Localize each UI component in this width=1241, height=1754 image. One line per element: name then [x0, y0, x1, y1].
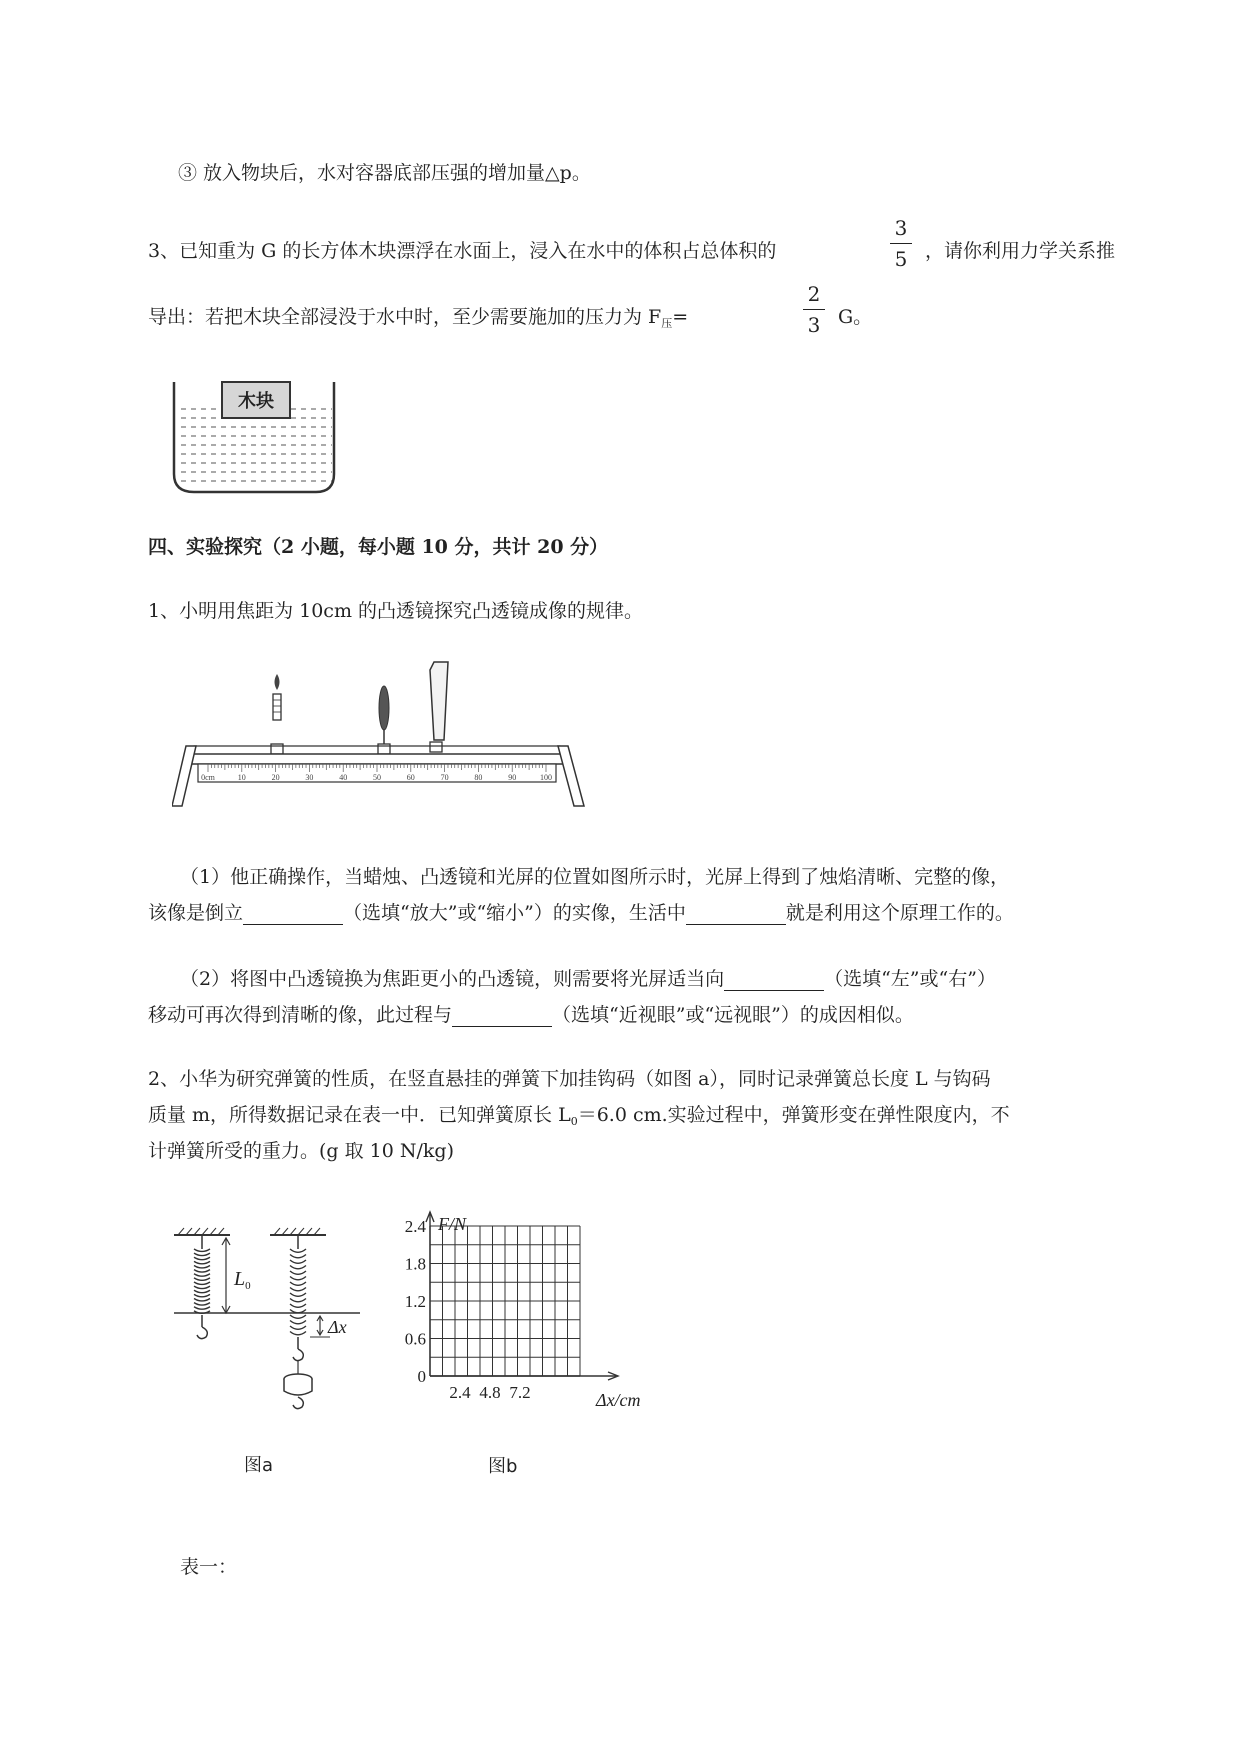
exp1-p2-line1-b: （选填“左”或“右”）: [824, 968, 996, 990]
y-tick-label: 2.4: [404, 1217, 426, 1236]
optical-bench-figure: [172, 650, 592, 810]
figure-b-caption: 图b: [488, 1456, 518, 1477]
L0-sub: 0: [245, 1280, 251, 1292]
L0-subscript: 0: [570, 1115, 578, 1128]
answer-blank-1[interactable]: [243, 906, 343, 925]
exp2-line2-b: ＝6.0 cm.实验过程中，弹簧形变在弹性限度内，不: [577, 1104, 1010, 1126]
q3-line2-a: 导出：若把木块全部浸没于水中时，至少需要施加的压力为 F: [148, 306, 662, 328]
figure-a-caption: 图a: [244, 1455, 274, 1476]
x-axis-label: Δx/cm: [596, 1390, 641, 1410]
ruler-tick-label: 40: [339, 773, 348, 782]
exp1-p1-line2-b: （选填“放大”或“缩小”）的实像，生活中: [343, 902, 686, 924]
exp1-p2-line1-a: （2）将图中凸透镜换为焦距更小的凸透镜，则需要将光屏适当向: [180, 968, 725, 990]
exp2-line1: 2、小华为研究弹簧的性质，在竖直悬挂的弹簧下加挂钩码（如图 a），同时记录弹簧总长度 L 与钩码: [148, 1068, 991, 1090]
answer-blank-4[interactable]: [452, 1008, 552, 1027]
answer-blank-3[interactable]: [724, 972, 824, 991]
fraction-denominator: 3: [807, 313, 821, 337]
table-label: 表一：: [180, 1556, 238, 1578]
section-title: 四、实验探究（2 小题，每小题 10 分，共计 20 分）: [148, 536, 609, 558]
ruler-tick-label: 100: [540, 773, 552, 782]
exp1-p2-line2: [148, 1000, 914, 1027]
ruler-tick-label: 0cm: [201, 773, 215, 782]
ruler-tick-label: 90: [508, 773, 517, 782]
fraction-denominator: 5: [894, 247, 908, 271]
y-tick-label: 1.2: [404, 1292, 426, 1311]
q3-line2-b: G。: [838, 306, 873, 328]
ruler-tick-label: 80: [474, 773, 483, 782]
question-item-3: ③ 放入物块后，水对容器底部压强的增加量△p。: [178, 162, 591, 184]
exp2-line3: 计弹簧所受的重力。(g 取 10 N/kg): [148, 1140, 454, 1162]
ruler-tick-label: 10: [237, 773, 246, 782]
ruler-tick-label: 20: [271, 773, 280, 782]
exp1-p2-line2-a: 移动可再次得到清晰的像，此过程与: [148, 1004, 453, 1026]
exp1-p1-line2-c: 就是利用这个原理工作的。: [785, 902, 1014, 924]
container-figure: [170, 378, 340, 496]
exp1-p1-line2-a: 该像是倒立: [148, 902, 244, 924]
fraction-2-3: [803, 282, 825, 337]
dx-label: Δx: [328, 1317, 347, 1337]
ruler-tick-label: 50: [373, 773, 381, 782]
y-tick-label: 1.8: [404, 1254, 426, 1274]
force-subscript: 压: [661, 317, 673, 330]
fraction-numerator: 3: [894, 216, 908, 240]
x-tick-label: 2.4: [449, 1383, 471, 1402]
q3-line2: [148, 302, 688, 331]
spring-figure-a: [170, 1225, 400, 1485]
ruler-tick-label: 70: [440, 773, 449, 782]
x-tick-label: 7.2: [509, 1383, 531, 1402]
fraction-3-5: [890, 216, 912, 271]
wood-block-label: 木块: [238, 391, 274, 412]
exp1-p2-line2-b: （选填“近视眼”或“远视眼”）的成因相似。: [552, 1004, 914, 1026]
equals-sign: =: [672, 306, 689, 328]
q3-line1-b: ，请你利用力学关系推: [925, 240, 1116, 262]
exp1-intro: 1、小明用焦距为 10cm 的凸透镜探究凸透镜成像的规律。: [148, 600, 644, 622]
L0-label: [233, 1268, 251, 1292]
ruler-tick-label: 60: [406, 773, 415, 782]
L0-letter: L: [234, 1268, 246, 1290]
answer-blank-2[interactable]: [686, 906, 786, 925]
x-tick-label: 4.8: [479, 1383, 501, 1402]
fraction-numerator: 2: [807, 282, 821, 306]
exp2-line2: [148, 1100, 1010, 1128]
y-tick-label: 0: [417, 1367, 426, 1386]
exp1-p1-line1: （1）他正确操作，当蜡烛、凸透镜和光屏的位置如图所示时，光屏上得到了烛焰清晰、完整的像，: [180, 866, 1010, 888]
exp2-line2-a: 质量 m，所得数据记录在表一中．已知弹簧原长 L: [148, 1104, 571, 1126]
ruler-tick-label: 30: [305, 773, 314, 782]
exp1-p2-line1: [180, 964, 996, 991]
exp1-p1-line2: [148, 898, 1014, 925]
q3-line1-a: 3、已知重为 G 的长方体木块漂浮在水面上，浸入在水中的体积占总体积的: [148, 240, 777, 262]
y-axis-label: F/N: [438, 1214, 467, 1234]
y-tick-label: 0.6: [404, 1329, 426, 1349]
spring-chart-b: [390, 1210, 660, 1490]
